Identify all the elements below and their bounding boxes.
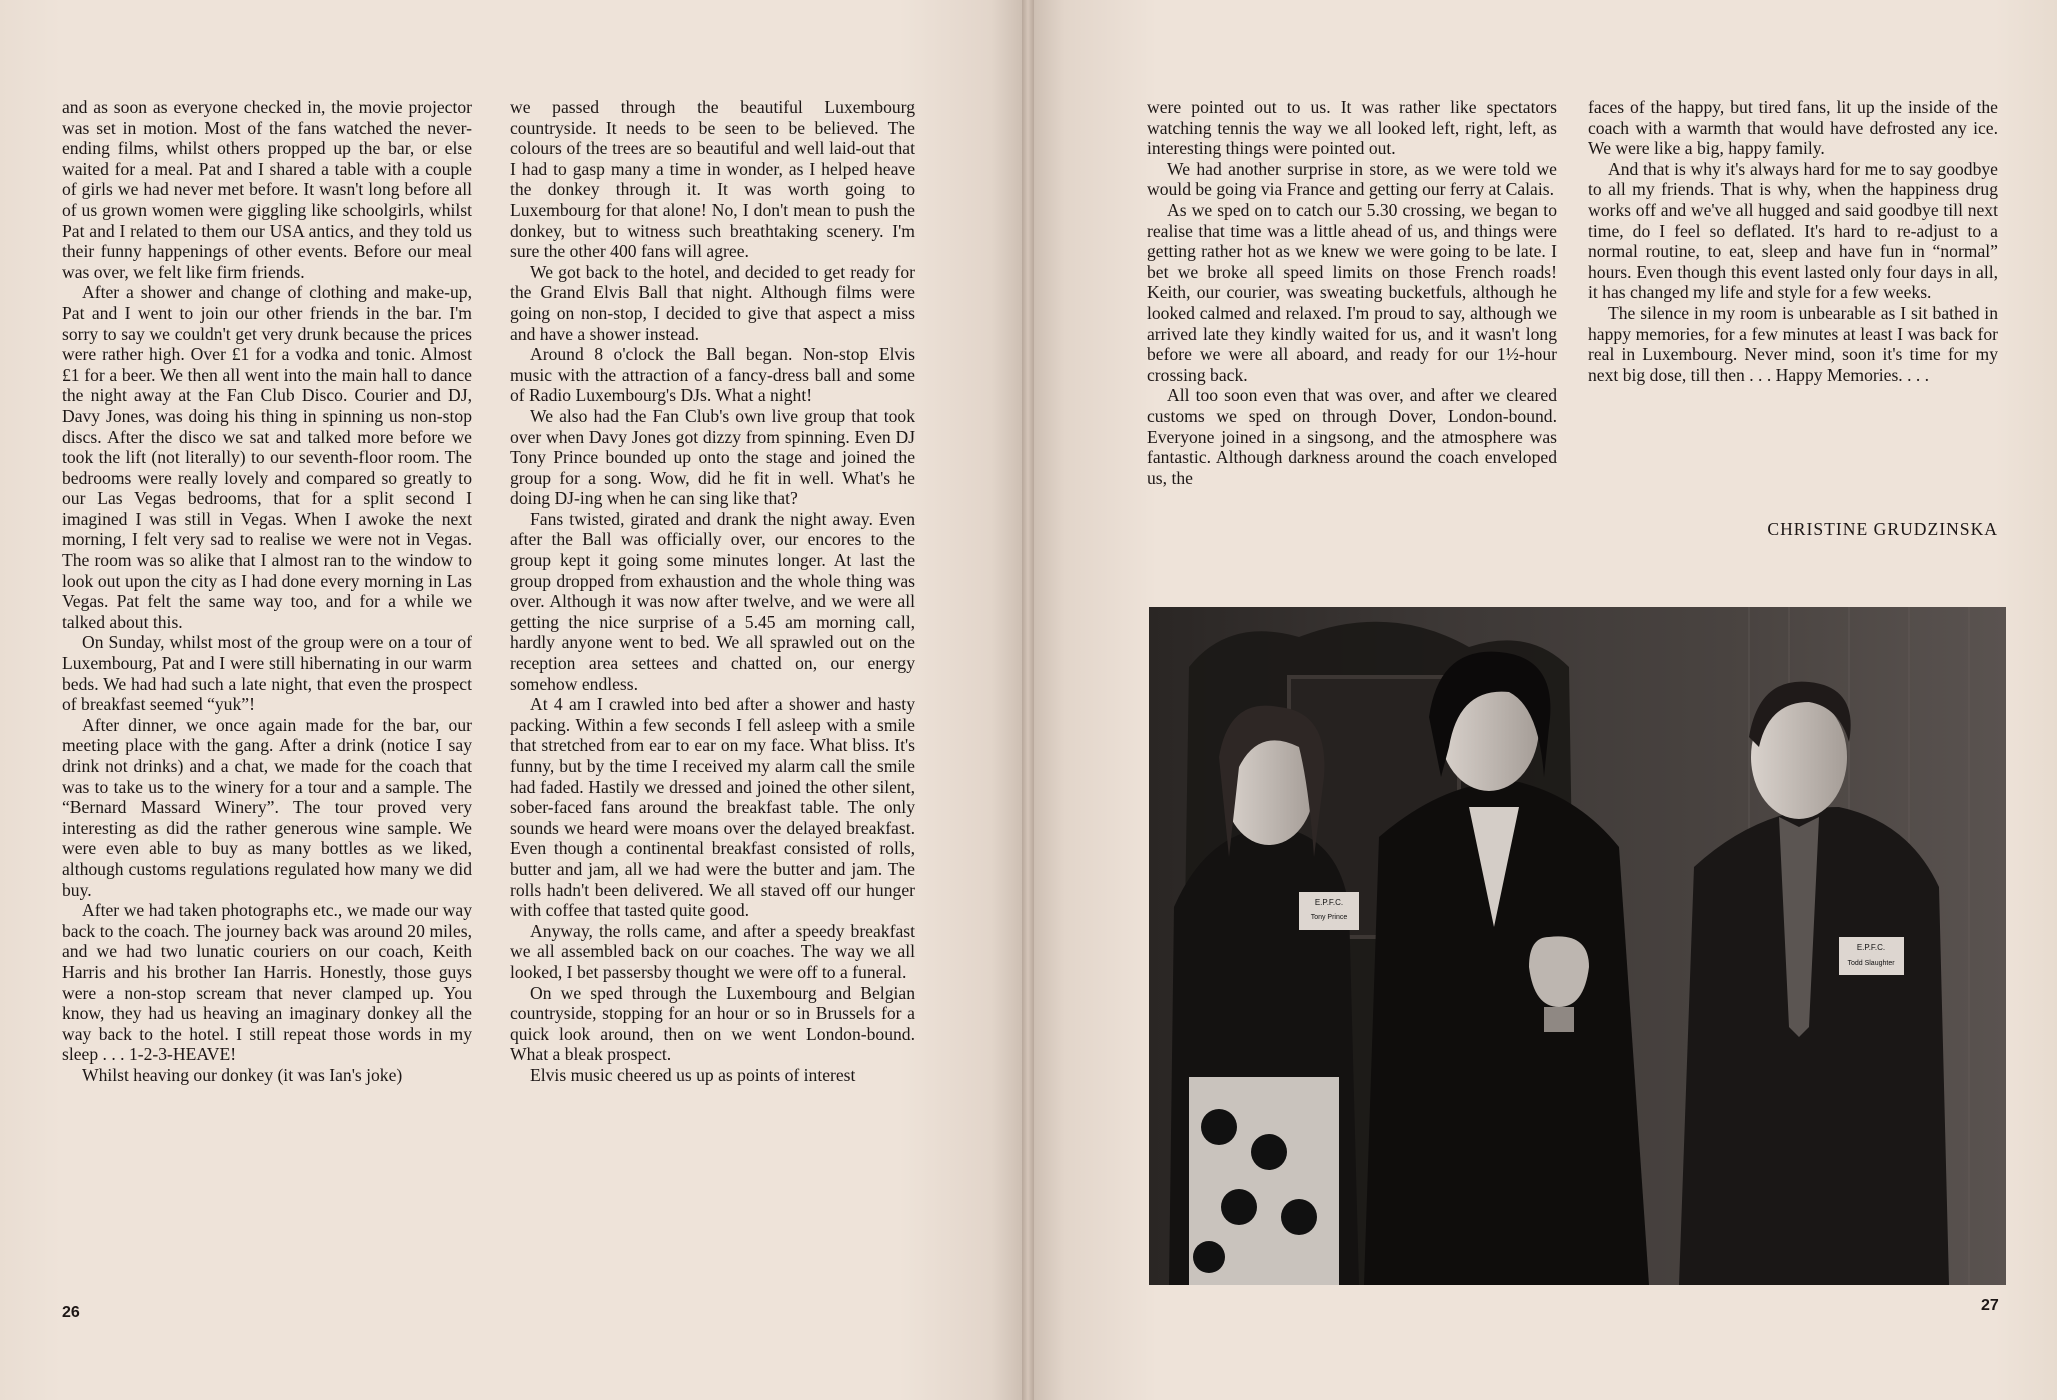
article-column-1 <box>62 97 472 1086</box>
badge-right-name: Todd Slaughter <box>1847 960 1895 967</box>
paragraph: we passed through the beautiful Luxembourg countryside. It needs to be seen to be believed. The colours of the trees are so beautiful and well laid-out that I had to gasp many a time in wonder, as I helped heave the donkey through it. It was worth going to Luxembourg for that alone! No, I don't mean to push the donkey, but to witness such breathtaking scenery. I'm sure the other 400 fans will agree. <box>510 97 915 262</box>
paragraph: The silence in my room is unbearable as I sit bathed in happy memories, for a few minutes at least I was back for real in Luxembourg. Never mind, soon it's time for my next big dose, till then . . . Happy Memories. . . . <box>1588 302 1998 385</box>
page-number-right: 27 <box>1981 1297 1999 1314</box>
paragraph: After dinner, we once again made for the bar, our meeting place with the gang. After a drink (notice I say drink not drinks) and a chat, we made for the coach that was to take us to the winery for a tour and a sample. The “Bernard Massard Winery”. The tour proved very interesting as did the rather generous wine sample. We were even able to buy as many bottles as we liked, although customs regulations regulated how many we did buy. <box>62 714 472 900</box>
badge-left-org: E.P.F.C. <box>1314 898 1344 907</box>
paragraph: After a shower and change of clothing and make-up, Pat and I went to join our other friends in the bar. I'm sorry to say we couldn't get very drunk because the prices were rather high. Over £1 for a vodka and tonic. Almost £1 for a beer. We then all went into the main hall to dance the night away at the Fan Club Disco. Courier and DJ, Davy Jones, was doing his thing in spinning us non-stop discs. After the disco we sat and talked more before we took the lift (not literally) to our seventh-floor room. The bedrooms were really lovely and compared so greatly to our Las Vegas bedrooms, that for a split second I imagined I was still in Vegas. When I awoke the next morning, I felt very sad to realise we were not in Vegas. The room was so alike that I almost ran to the window to look out upon the city as I had done every morning in Las Vegas. Pat felt the same way too, and for a while we talked about this. <box>62 282 472 632</box>
paragraph: Around 8 o'clock the Ball began. Non-stop Elvis music with the attraction of a fancy-dress ball and some of Radio Luxembourg's DJs. What a night! <box>510 344 915 406</box>
author-signature: CHRISTINE GRUDZINSKA <box>1767 519 1998 539</box>
paragraph: We got back to the hotel, and decided to get ready for the Grand Elvis Ball that night. Although films were going on non-stop, I decided to give that aspect a miss and have a shower instead. <box>510 261 915 344</box>
paragraph: and as soon as everyone checked in, the movie projector was set in motion. Most of the fans watched the never-ending films, whilst others propped up the bar, or else waited for a meal. Pat and I shared a table with a couple of girls we had never met before. It wasn't long before all of us grown women were giggling like schoolgirls, whilst Pat and I related to them our USA antics, and they told us their funny happenings of other events. Before our meal was over, we felt like firm friends. <box>62 97 472 282</box>
paragraph: All too soon even that was over, and after we cleared customs we sped on through Dover, London-bound. Everyone joined in a singsong, and the atmosphere was fantastic. Although darkness around the coach enveloped us, the <box>1147 385 1557 488</box>
paragraph: On Sunday, whilst most of the group were on a tour of Luxembourg, Pat and I were still hibernating in our warm beds. We had had such a late night, that even the prospect of breakfast seemed “yuk”! <box>62 632 472 715</box>
badge-right-org: E.P.F.C. <box>1856 943 1886 952</box>
photo-illustration <box>1149 607 2006 1285</box>
paragraph: faces of the happy, but tired fans, lit up the inside of the coach with a warmth that would have defrosted any ice. We were like a big, happy family. <box>1588 97 1998 159</box>
paragraph: We also had the Fan Club's own live group that took over when Davy Jones got dizzy from spinning. Even DJ Tony Prince bounded up onto the stage and joined the group for a song. Wow, did he fit in well. What's he doing DJ-ing when he can sing like that? <box>510 405 915 509</box>
photograph <box>1149 607 2006 1285</box>
paragraph: And that is why it's always hard for me to say goodbye to all my friends. That is why, when the happiness drug works off and we've all hugged and said goodbye till next time, do I feel so deflated. It's hard to re-adjust to a normal routine, to eat, sleep and have fun in “normal” hours. Even though this event lasted only four days in all, it has changed my life and style for a few weeks. <box>1588 158 1998 303</box>
paragraph: At 4 am I crawled into bed after a shower and hasty packing. Within a few seconds I fell asleep with a smile that stretched from ear to ear on my face. What bliss. It's funny, but by the time I received my alarm call the smile had faded. Hastily we dressed and joined the other silent, sober-faced fans around the breakfast table. The only sounds we heard were moans over the delayed breakfast. Even though a continental breakfast consisted of rolls, butter and jam, all we had were the butter and jam. The rolls hadn't been delivered. We all staved off our hunger with coffee that tasted quite good. <box>510 694 915 921</box>
paragraph: As we sped on to catch our 5.30 crossing, we began to realise that time was a little ahead of us, and things were getting rather hot as we knew we were going to be late. I bet we broke all speed limits on those French roads! Keith, our courier, was sweating bucketfuls, although he looked calmed and relaxed. I'm proud to say, although we arrived late they kindly waited for us, and it wasn't long before we were all aboard, and ready for our 1½-hour crossing back. <box>1147 199 1557 385</box>
paragraph: On we sped through the Luxembourg and Belgian countryside, stopping for an hour or so in Brussels for a quick look around, then on we went London-bound. What a bleak prospect. <box>510 982 915 1065</box>
page-gutter <box>1022 0 1034 1400</box>
article-column-3 <box>1147 97 1557 488</box>
paragraph: Elvis music cheered us up as points of interest <box>530 1064 856 1085</box>
article-column-4 <box>1588 97 1998 385</box>
article-column-2 <box>510 97 915 1086</box>
paragraph: were pointed out to us. It was rather like spectators watching tennis the way we all looked left, right, left, as interesting things were pointed out. <box>1147 97 1557 159</box>
paragraph: Fans twisted, girated and drank the night away. Even after the Ball was officially over, our encores to the group kept it going some minutes longer. At last the group dropped from exhaustion and the whole thing was over. Although it was now after twelve, and we were all getting the nice surprise of a 5.45 am morning call, hardly anyone went to bed. We all sprawled out on the reception area settees and chatted on, our energy somehow endless. <box>510 508 915 694</box>
page-number-left: 26 <box>62 1304 80 1321</box>
badge-left-name: Tony Prince <box>1310 914 1348 921</box>
paragraph: We had another surprise in store, as we were told we would be going via France and getting our ferry at Calais. <box>1147 158 1557 200</box>
paragraph: Anyway, the rolls came, and after a speedy breakfast we all assembled back on our coaches. The way we all looked, I bet passersby thought we were off to a funeral. <box>510 920 915 982</box>
paragraph: Whilst heaving our donkey (it was Ian's joke) <box>82 1064 403 1085</box>
paragraph: After we had taken photographs etc., we made our way back to the coach. The journey back was around 20 miles, and we had two lunatic couriers on our coach, Keith Harris and his brother Ian Harris. Honestly, those guys were a non-stop scream that never clamped up. You know, they had us heaving an imaginary donkey all the way back to the hotel. I still repeat those words in my sleep . . . 1-2-3-HEAVE! <box>62 900 472 1065</box>
